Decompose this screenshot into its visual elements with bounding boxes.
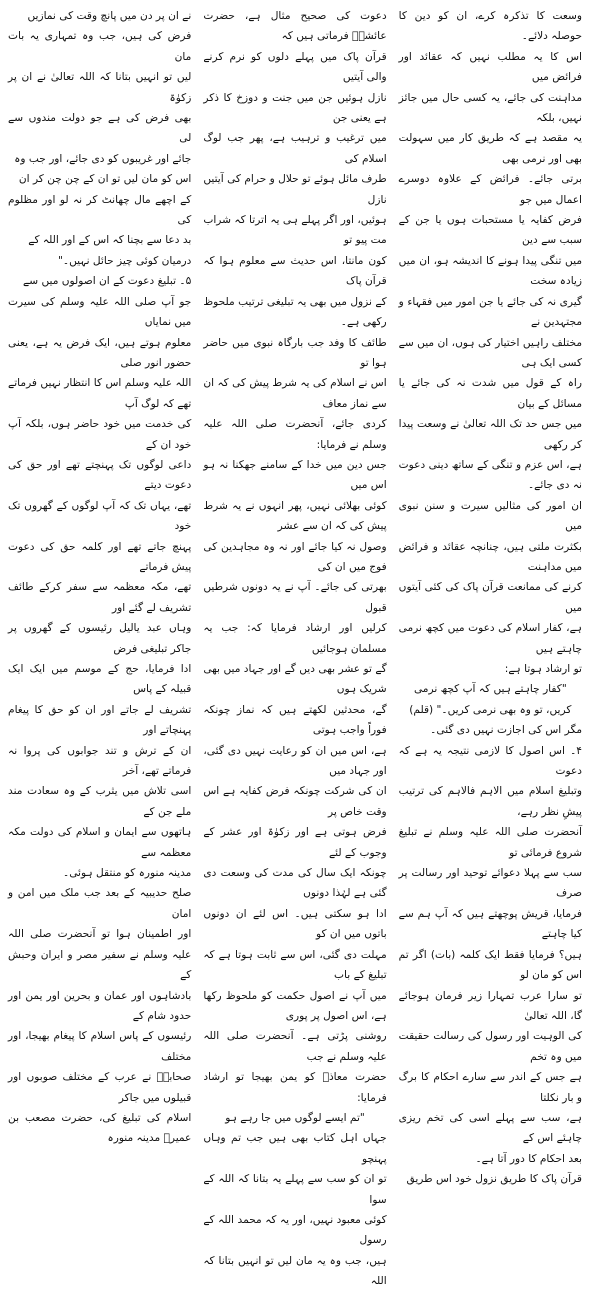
text-line: اس نے اسلام کی یہ شرط پیش کی کہ ان سے نماز معاف: [203, 377, 387, 410]
text-line: نازل ہوئیں جن میں جنت و دوزخ کا ذکر ہے یعنی جن: [203, 91, 387, 125]
text-line: فرض کی ہیں، جب وہ تمہاری یہ بات مان: [8, 30, 192, 63]
text-line: گے تو عشر بھی دیں گے اور جہاد میں بھی شریک ہوں: [203, 663, 387, 696]
text-line: تو سارا عرب تمہارا زیر فرمان ہوجائے گا، اللہ تعالیٰ: [398, 989, 582, 1022]
text-line: فرمایا، قریش پوچھتے ہیں کہ آپ ہم سے کیا چاہتے: [398, 907, 582, 941]
text-line: ہے جس کے اندر سے سارے احکام کا برگ و بار نکلتا: [398, 1071, 582, 1104]
text-line: جہاں اہل کتاب بھی ہیں جب تم وہاں پہنچو: [203, 1132, 387, 1165]
text-line: طرف مائل ہوئے تو حلال و حرام کی آیتیں نازل: [203, 173, 387, 206]
text-line: سب سے پہلا دعوائے توحید اور رسالت پر صرف: [398, 867, 582, 900]
text-line: جس دین میں خدا کے سامنے جھکنا نہ ہو اس میں: [203, 458, 387, 492]
text-line: میں آپ نے اصول حکمت کو ملحوظ رکھا ہے، اس اصول پر پوری: [203, 989, 387, 1022]
text-line: کرنے کی ممانعت قرآن پاک کی کئی آیتوں میں: [398, 581, 582, 614]
text-line: ادا فرمایا، حج کے موسم میں ایک ایک قبیلہ کے پاس: [8, 663, 192, 696]
text-line: ہوئیں، اور اگر پہلے ہی یہ اترتا کہ شراب مت پیو تو: [203, 214, 387, 247]
text-line: بکثرت ملتی ہیں، چنانچہ عقائد و فرائض میں مداہنت: [398, 540, 582, 573]
text-line: ادا ہو سکتی ہیں۔ اس لئے ان دونوں باتوں میں ان کو: [203, 907, 387, 941]
text-line: ہے، اس عزم و تنگی کے ساتھ دینی دعوت نہ دی جائے۔: [398, 458, 582, 492]
text-line: وہاں عبد یالیل رئیسوں کے گھروں پر جاکر تبلیغی فرض: [8, 622, 192, 655]
text-line: ہے، اس میں ان کو رعایت نہیں دی گئی، اور جہاد میں: [203, 744, 387, 778]
text-line: وتبلیغ اسلام میں الاہم فالاہم کی ترتیب پیشِ نظر رہے،: [398, 785, 582, 818]
text-line: بعد احکام کا دور آتا ہے۔: [475, 1152, 582, 1165]
text-line: "کفار چاہتے ہیں کہ آپ کچھ نرمی: [413, 683, 567, 696]
text-column-middle: [203, 6, 387, 1288]
text-line: وسعت کا تذکرہ کرے، ان کو دین کا حوصلہ دلائے۔: [398, 10, 582, 43]
text-line: "تم ایسے لوگوں میں جا رہے ہو: [225, 1111, 365, 1124]
text-line: برتی جائے۔ فرائض کے علاوہ دوسرے اعمال میں جو: [398, 173, 582, 206]
text-line: اس کا یہ مطلب نہیں کہ عقائد اور فرائض میں: [398, 50, 582, 84]
text-line: رئیسوں کے پاس اسلام کا پیغام بھیجا، اور مختلف: [8, 1030, 192, 1063]
text-line: داعی لوگوں تک پہنچتے تھے اور حق کی دعوت دیتے: [8, 458, 192, 492]
text-column-left: [8, 6, 192, 1145]
text-line: قرآن پاک میں پہلے دلوں کو نرم کرنے والی آیتیں: [203, 50, 387, 84]
text-line: میں تنگی پیدا ہونے کا اندیشہ ہو، ان میں زیادہ سخت: [398, 254, 582, 288]
text-line: روشنی پڑتی ہے۔ آنحضرت صلی اللہ علیہ وسلم نے جب: [203, 1030, 387, 1063]
text-line: اسی تلاش میں یثرب کے وہ سعادت مند ملے جن کے: [8, 785, 192, 818]
text-line: صحابہؓ نے عرب کے مختلف صوبوں اور قبیلوں میں جاکر: [8, 1071, 192, 1104]
text-line: معلوم ہوتے ہیں، ایک فرض یہ ہے، یعنی حضور انور صلی: [8, 336, 192, 369]
text-line: لیں تو انہیں بتانا کہ اللہ تعالیٰ نے ان پر زکوٰۃ: [8, 71, 192, 104]
text-line: گیری نہ کی جائے یا جن امور میں فقہاء و مجتہدین نے: [398, 295, 582, 329]
text-line: ہیں، جب وہ یہ مان لیں تو انہیں بتانا کہ اللہ: [203, 1254, 387, 1288]
text-line: تھے، مکہ معظمہ سے سفر کرکے طائف تشریف لے گئے اور: [8, 581, 192, 614]
text-line: اللہ علیہ وسلم اس کا انتظار نہیں فرماتے تھے کہ لوگ آپ: [8, 377, 192, 410]
text-line: جائے اور غریبوں کو دی جائے، اور جب وہ: [14, 152, 192, 165]
text-line: کے نزول میں بھی یہ تبلیغی ترتیب ملحوظ رکھی ہے۔: [203, 295, 387, 329]
text-line: میں ترغیب و ترہیب ہے، پھر جب لوگ اسلام کی: [203, 132, 387, 165]
text-line: فرض کفایہ یا مستحبات ہوں یا جن کے سبب سے دین: [398, 214, 582, 247]
text-column-right: [398, 6, 582, 1186]
text-line: مہلت دی گئی، اس سے ثابت ہوتا ہے کہ تبلیغ کے باب: [203, 948, 387, 982]
text-line: تو ارشاد ہوتا ہے:: [504, 663, 582, 675]
text-line: قرآن پاک کا طریق نزول خود اس طریق: [406, 1173, 582, 1186]
text-line: طائف کا وفد جب بارگاہ نبوی میں حاضر ہوا تو: [203, 336, 387, 369]
text-line: بھی فرض کی ہے جو دولت مندوں سے لی: [8, 112, 192, 145]
text-line: ان کی شرکت چونکہ فرض کفایہ ہے اس وقت خاص پر: [203, 785, 387, 818]
text-line: مگر اس کی اجازت نہیں دی گئی۔: [430, 724, 582, 737]
text-line: بد دعا سے بچنا کہ اس کے اور اللہ کے: [28, 234, 192, 247]
text-line: اس کو مان لیں تو ان کے چن چن کر ان: [18, 173, 192, 186]
text-line: کردی جائے، آنحضرت صلی اللہ علیہ وسلم نے فرمایا:: [203, 418, 387, 451]
text-line: مداہنت کی جائے، یہ کسی حال میں جائز نہیں، بلکہ: [398, 91, 582, 125]
text-line: اور اطمینان ہوا تو آنحضرت صلی اللہ علیہ وسلم نے سفیر مصر و ایران وحبش کے: [8, 928, 192, 982]
text-line: تشریف لے جاتے اور ان کو حق کا پیغام پہنچاتے اور: [8, 703, 192, 737]
text-line: کریں، تو وہ بھی نرمی کریں۔" (قلم): [409, 703, 572, 716]
text-line: ہیں؟ فرمایا فقط ایک کلمہ (بات) اگر تم اس کو مان لو: [398, 948, 582, 982]
text-line: مدینہ منورہ کو منتقل ہوئی۔: [62, 867, 192, 880]
text-line: نے ان پر دن میں پانچ وقت کی نمازیں: [27, 10, 192, 22]
text-line: ان کے ترش و تند جوابوں کی پروا نہ فرماتے تھے، آخر: [8, 744, 192, 778]
text-line: بادشاہوں اور عمان و بحرین اور یمن اور حدود شام کے: [8, 989, 192, 1022]
text-line: کے اچھے مال چھانٹ کر نہ لو اور مظلوم کی: [8, 193, 192, 227]
text-line: کی خدمت میں خود حاضر ہوں، بلکہ آپ خود ان کے: [8, 418, 192, 451]
text-line: کی الوہیت اور رسول کی رسالت حقیقت میں وہ تخم: [398, 1030, 582, 1063]
text-line: تھے، یہاں تک کہ آپ لوگوں کے گھروں تک خود: [8, 499, 192, 533]
text-line: میں جس حد تک اللہ تعالیٰ نے وسعت پیدا کر رکھی: [398, 418, 582, 451]
text-line: حضرت معاذؓ کو یمن بھیجا تو ارشاد فرمایا:: [203, 1071, 387, 1104]
text-line: بھرتی کی جائے۔ آپ نے یہ دونوں شرطیں قبول: [203, 581, 387, 614]
text-line: فرض ہوتی ہے اور زکوٰۃ اور عشر کے وجوب کے لئے: [203, 826, 387, 859]
text-line: مختلف راہیں اختیار کی ہوں، ان میں سے کسی ایک ہی: [398, 336, 582, 369]
text-line: کون مانتا، اس حدیث سے معلوم ہوا کہ قرآن پاک: [203, 254, 387, 288]
text-line: تو ان کو سب سے پہلے یہ بتانا کہ اللہ کے سوا: [203, 1173, 387, 1206]
text-line: راہ کے قول میں شدت نہ کی جائے یا مسائل کے بیان: [398, 377, 582, 410]
text-line: گے، محدثین لکھتے ہیں کہ نماز چونکہ فوراً واجب ہوتی: [203, 703, 387, 737]
text-line: کوئی بھلائی نہیں، پھر انہوں نے یہ شرط پیش کی کہ ان سے عشر: [203, 499, 387, 533]
text-line: ۴۔ اس اصول کا لازمی نتیجہ یہ ہے کہ دعوت: [398, 744, 582, 778]
text-line: وصول نہ کیا جائے اور نہ وہ مجاہدین کی فوج میں ان کی: [203, 540, 387, 573]
text-line: چونکہ ایک سال کی مدت کی وسعت دی گئی ہے لہٰذا دونوں: [203, 867, 387, 900]
text-line: ہے، کفار اسلام کی دعوت میں کچھ نرمی چاہتے ہیں: [398, 622, 582, 655]
text-line: ۵۔ تبلیغ دعوت کے ان اصولوں میں سے: [23, 275, 192, 288]
text-line: اسلام کی تبلیغ کی، حضرت مصعب بن عمیرؓ مدینہ منورہ: [8, 1111, 192, 1145]
text-line: کوئی معبود نہیں، اور یہ کہ محمد اللہ کے رسول: [203, 1213, 387, 1247]
text-line: درمیان کوئی چیز حائل نہیں۔": [58, 254, 192, 267]
text-line: یہ مقصد ہے کہ طریق کار میں سہولت بھی اور نرمی بھی: [398, 132, 582, 165]
text-line: جو آپ صلی اللہ علیہ وسلم کی سیرت میں نمایاں: [8, 295, 192, 329]
text-line: صلح حدیبیہ کے بعد جب ملک میں امن و امان: [8, 887, 192, 920]
text-line: ہاتھوں سے ایمان و اسلام کی دولت مکہ معظمہ سے: [8, 826, 192, 859]
text-line: کرلیں اور ارشاد فرمایا کہ: جب یہ مسلمان ہوجائیں: [203, 622, 387, 655]
text-line: دعوت کی صحیح مثال ہے، حضرت عائشہؓ فرماتی ہیں کہ: [203, 10, 387, 43]
text-line: ان امور کی مثالیں سیرت و سنن نبوی میں: [398, 499, 582, 533]
text-line: آنحضرت صلی اللہ علیہ وسلم نے تبلیغ شروع فرمائی تو: [398, 826, 582, 859]
text-line: ہے، سب سے پہلے اسی کی تخم ریزی چاہئے اس کے: [398, 1111, 582, 1145]
text-line: پہنچ جاتے تھے اور کلمہ حق کی دعوت پیش فرماتے: [8, 540, 192, 573]
